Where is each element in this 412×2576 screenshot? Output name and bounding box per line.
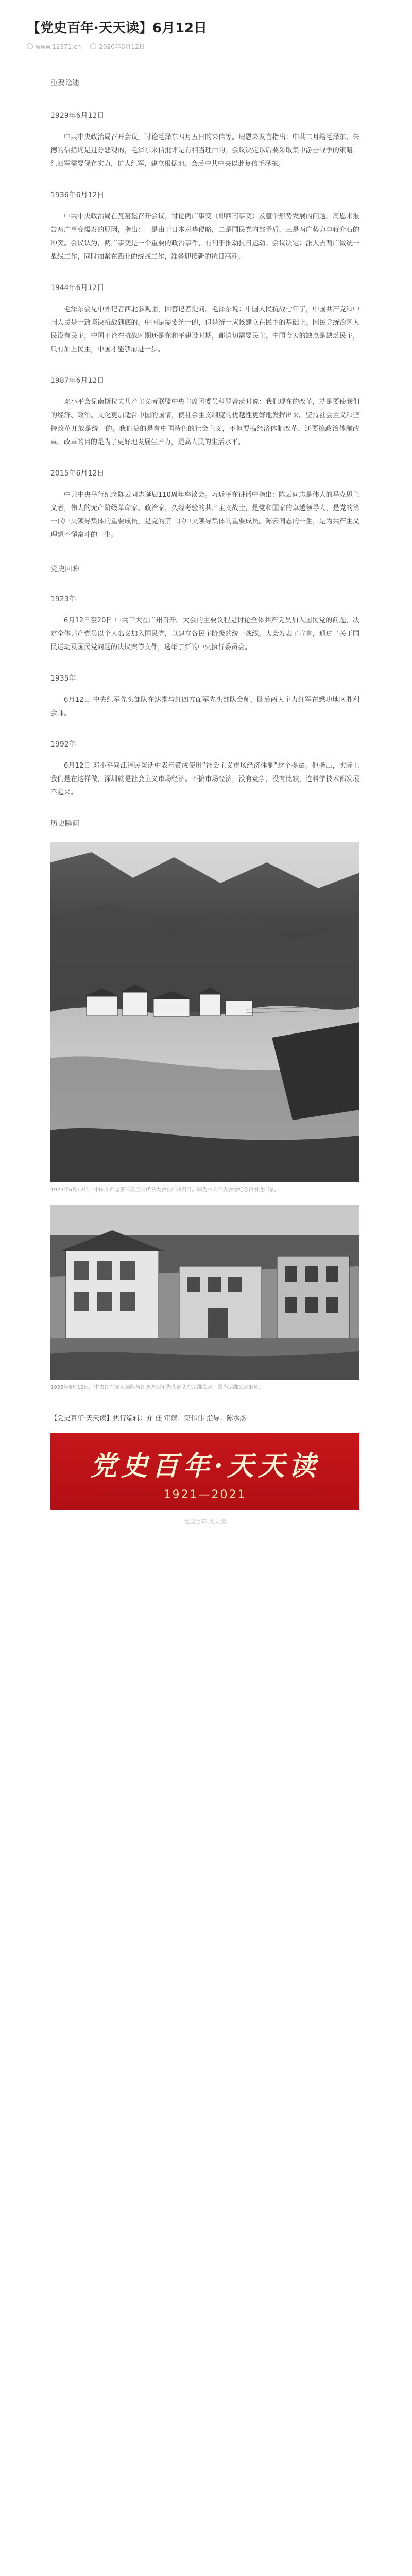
date-1935: 1935年 [50,674,76,683]
date-1992: 1992年 [50,740,76,749]
banner-title: 党史百年·天天读 [90,1450,320,1482]
date-2015: 2015年6月12日 [50,469,105,478]
banner-image [50,1433,359,1510]
paragraph-1992: 6月12日 邓小平同江泽民谈话中表示赞成使用“社会主义市场经济体制”这个提法。他指出，实际上我们是在这样做，深圳就是社会主义市场经济。不搞市场经济，没有竞争，没有比较，连科学技术都发展不起来。 [50,762,359,796]
source-text: www.12371.cn [36,43,81,50]
section-dangshi-huimou: 党史回眸 [50,565,79,573]
paragraph-1935: 6月12日 中央红军先头部队在达维与红四方面军先头部队会师，随后两大主力红军在懋功地区胜利会师。 [50,696,359,717]
globe-icon [27,43,33,49]
historical-photo-2 [50,1205,359,1380]
date-1929: 1929年6月12日 [50,112,105,120]
editors-line: 【党史百年·天天读】执行编辑：介 佳 审读：第伟伟 指导：陈水杰 [50,1415,247,1422]
article-content [50,77,359,1531]
section-important: 重要论述 [50,79,79,87]
date-meta [90,42,145,51]
article-title: 【党史百年·天天读】6月12日 [27,21,208,36]
banner-years: 1921—2021 [163,1488,247,1501]
historical-photo-1 [50,842,359,1182]
paragraph-1923: 6月12日至20日 中共三大在广州召开。大会的主要议程是讨论全体共产党员加入国民党的问题，决定全体共产党员以个人名义加入国民党，以建立各民主阶级的统一战线。大会发表了宣言，通过了关于国民运动及国民党问题的决议案等文件，选举了新的中央执行委员会。 [50,617,359,651]
source-link[interactable] [27,43,81,50]
clock-icon [90,43,96,49]
date-1987: 1987年6月12日 [50,377,105,385]
section-historical-images: 历史瞬间 [50,820,79,828]
date-1923: 1923年 [50,595,76,603]
paragraph-1929: 中共中央政治局召开会议，讨论毛泽东四月五日的来信等。周恩来发言指出：中共二月给毛泽东、朱德的信措词是过分悲观的，毛泽东来信批评是有相当理由的。会议决定以后要采取集中游击战争的策略，红四军需要保存实力，扩大红军，建立根据地。会后中共中央以此复信毛泽东。 [50,133,359,168]
bottom-note: 党史百年·天天读 [184,1518,226,1525]
date-1944: 1944年6月12日 [50,284,105,292]
photo-1-caption: 1923年6月12日，中国共产党第三次全国代表大会在广州召开。图为中共三大会址纪念馆附近旧景。 [50,1187,280,1193]
article-meta [27,42,387,51]
paragraph-1944: 毛泽东会见中外记者西北参观团，回答记者提问。毛泽东说：中国人民抗战七年了，中国共产党和中国人民是一致坚决抗战到底的。中国是需要统一的，但是统一应该建立在民主的基础上。国民党统治区人民没有民主，中国不论在抗战时期还是在和平建设时期，都迫切需要民主。中国今天的缺点是缺乏民主，只有加上民主，中国才能够前进一步。 [50,306,359,353]
photo-2-caption: 1935年6月12日，中央红军先头部队与红四方面军先头部队在达维会师。图为达维会师旧址。 [50,1385,264,1391]
article-header [27,20,387,51]
paragraph-1936: 中共中央政治局在瓦窑堡召开会议，讨论两广事变（即西南事变）及整个形势发展的问题。周恩来报告两广事变爆发的原因，指出：一是由于日本对华侵略，二是国民党内部矛盾，三是两广势力与蒋介石的冲突。会议认为，两广事变是一个重要的政治事件，有利于推动抗日运动。会议决定：派人去两广做统一战线工作，同时加紧在西北的统战工作，准备迎接新的抗日高潮。 [50,213,359,261]
date-1936: 1936年6月12日 [50,191,105,199]
date-text: 2020年6月12日 [99,43,145,50]
paragraph-1987: 邓小平会见南斯拉夫共产主义者联盟中央主席团委员科罗舍茨时说：我们现在的改革，就是要使我们的经济、政治、文化更加适合中国的国情，使社会主义制度的优越性更好地发挥出来。坚持社会主义和坚持改革开放是统一的。我们搞的是有中国特色的社会主义，不但要搞经济体制改革，还要搞政治体制改革。改革的目的是为了更好地发展生产力，提高人民的生活水平。 [50,398,359,446]
paragraph-2015: 中共中央举行纪念陈云同志诞辰110周年座谈会。习近平在讲话中指出：陈云同志是伟大的马克思主义者，伟大的无产阶级革命家、政治家，久经考验的共产主义战士，是党和国家的卓越领导人，是党的第一代中央领导集体的重要成员，是党的第二代中央领导集体的重要成员。陈云同志的一生，是为共产主义理想不懈奋斗的一生。 [50,491,359,539]
